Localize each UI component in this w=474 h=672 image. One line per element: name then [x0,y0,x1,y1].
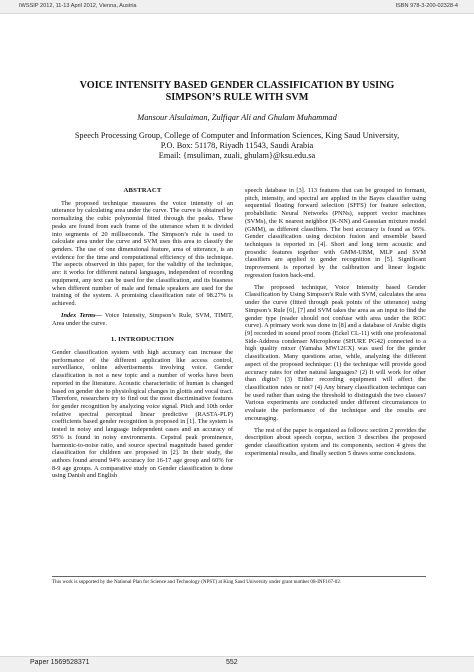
intro-paragraph-1: Gender classification system with high accuracy can increase the performance of the different application like access control, surveillance, online advertisements involving voice. Gender classification is not a new topic and a number of works have been reported in the literature. Acoustic characteristic of human is changed based on gender due to physiological changes in glottis and vocal tract. Therefore, researchers try to find out the most discriminative features for gender recognition by analyzing voice signal. Pitch and 10th order relative spectral perceptual linear predictive (RASTA-PLP) coefficients based gender recognition is proposed in [1]. The system is tested in noisy and language independent cases and an accuracy of 95% is found in noisy environments. Cepstral peak prominence, harmonic-to-noise ratio, and source spectral magnitude based gender classification for children are proposed in [2]. In their study, the authors found around 94% accuracy for 16-17 age group and 60% for 8-9 age groups. A comparative study on Gender classification is done using Danish and English [52,348,233,480]
intro-paragraph-3: The proposed technique, Voice Intensity based Gender Classification by Using Simpson’s Rule with SVM, calculates the area under the curve (fitted through peak points of the utterance) using Simpson’s Rule [6], [7] and SVM takes the area as an input to find the gender type (reader should not confuse with area under the ROC curve). A primary work was done in [8] and a database of Arabic digits [9] recorded in sound proof room (Eckel CL-11) with one professional Side-Address condenser Microphone (SHURE PG42) connected to a high quality mixer (Yamaha MW12CX) was used for the gender classification. Many questions arise, while, analyzing the different aspect of the proposed technique: (1) the technique will provide good accuracy rates for other natural languages? (2) It will work for other than digits? (3) Either recording equipment will affect the classification rates or not? (4) Any binary classification technique can be used rather than using the threshold to distinguish the two classes? Various experiments are conducted under different circumstances to evaluate the performance of the technique and the results are encouraging. [245,283,426,422]
conference-info: IWSSIP 2012, 11-13 April 2012, Vienna, Austria [19,3,137,9]
index-terms-text: Voice Intensity, Simpson’s Rule, SVM, TIMIT, Area under the curve. [52,311,233,327]
affiliation-line-1: Speech Processing Group, College of Computer and Information Sciences, King Saud University, [74,131,400,140]
paper-title [40,80,434,105]
title-line-1: VOICE INTENSITY BASED GENDER CLASSIFICATION BY USING [79,80,395,91]
paper-affiliation [30,131,444,162]
intro-paragraph-2: speech database in [3]. 113 features that can be grouped in formant, pitch, intensity, and spectral are applied in the Bayes classifier using sequential floating forward selection (SFFS) for feature selection, probabilistic Neural Networks (PNNs), support vector machines (SVMs), the K nearest neighbor (K-NN) and Gaussian mixture model (GMM), as different classifiers. The best accuracy is found as 95%. Gender classification using decision fusion and ensemble based techniques is reported in [4]. Short and long term acoustic and prosodic features together with GMM-UBM, MLP and SVM classifiers are applied to gender recognition in [5]. Significant improvement is reported by the calibration and linear logistic regression fusion back-end. [245,187,426,279]
abstract-heading: ABSTRACT [123,187,162,194]
index-terms [52,312,233,327]
pdf-header-bar [0,0,474,14]
paper-id: Paper 1569528371 [30,659,90,666]
right-column [245,187,426,461]
footnote-divider [52,576,426,577]
pdf-footer-bar [0,656,474,672]
page-number: 552 [226,659,238,666]
intro-paragraph-4: The rest of the paper is organized as follows: section 2 provides the description about speech corpus, section 3 describes the proposed gender classification system and its components, section 4 gives the experimental results, and finally section 5 draws some conclusions. [245,426,426,457]
left-column [52,187,233,484]
paper-authors: Mansour Alsulaiman, Zulfiqar Ali and Ghulam Muhammad [137,113,337,122]
affiliation-email: Email: {msuliman, zuali, ghulam}@ksu.edu.sa [158,151,316,161]
index-terms-label: Index Terms— [61,311,102,319]
isbn-info: ISBN 978-3-200-02328-4 [395,3,458,9]
introduction-heading: 1. INTRODUCTION [110,336,175,344]
abstract-text: The proposed technique measures the voice intensity of an utterance by calculating area under the curve. The curve is obtained by normalizing the cubic polynomial fitted through the peaks. These peaks are found from each frame of the utterance when it is divided into segments of 20 milliseconds. The Simpson’s rule is used to calculate area under the curve and SVM uses this area to classify the genders. The use of one dimensional feature, area of utterance, is an evidence for the time and computational efficiency of this technique. The aspects observed in this paper, for the validity of the technique, are: it works for different natural languages, independent of recording equipment, any text can be used for the classification, and its biasness when different number of male and female speakers are used for the training of the system. A promising classification rate of 98.27% is achieved. [52,199,233,308]
affiliation-line-2: P.O. Box: 51178, Riyadh 11543, Saudi Arabia [160,141,314,151]
funding-footnote: This work is supported by the National Plan for Science and Technology (NPST) at King Saud University under grant number 08-INF167-02. [52,579,342,585]
title-line-2: SIMPSON’S RULE WITH SVM [165,92,309,104]
